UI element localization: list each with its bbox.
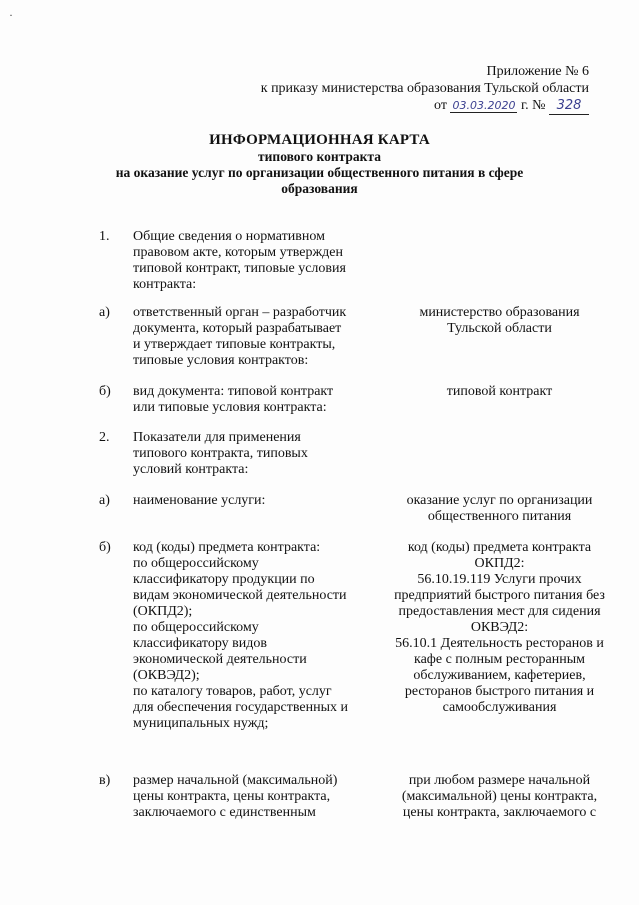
row-answer-line: (максимальной) цены контракта,	[401, 789, 598, 804]
row-question-line: документа, который разрабатывает	[133, 321, 342, 336]
title-line-2: типового контракта	[258, 149, 381, 164]
row-question-line: или типовые условия контракта:	[133, 400, 327, 415]
row-answer-line: кафе с полным ресторанным	[413, 652, 586, 667]
title-main: ИНФОРМАЦИОННАЯ КАРТА	[209, 132, 430, 148]
row-question-line: классификатору продукции по	[133, 572, 315, 587]
row-number: 1.	[99, 229, 110, 244]
row-number: а)	[99, 493, 110, 508]
scan-mark: ·	[9, 8, 13, 22]
row-answer-line: обслуживанием, кафетериев,	[413, 668, 586, 683]
row-question-line: правовом акте, которым утвержден	[133, 245, 343, 260]
row-answer-line: код (коды) предмета контракта	[407, 540, 592, 555]
appendix-number: Приложение № 6	[486, 64, 589, 79]
appendix-header	[261, 63, 589, 115]
date-prefix: от	[434, 98, 447, 113]
row-question-line: по общероссийскому	[133, 556, 259, 571]
row-question-line: заключаемого с единственным	[133, 805, 316, 820]
row-question-line: наименование услуги:	[133, 493, 266, 508]
row-question	[133, 384, 373, 416]
row-answer-line: предоставления мест для сидения	[398, 604, 601, 619]
title-line-4: образования	[281, 181, 358, 196]
row-question-line: типовой контракт, типовые условия	[133, 261, 346, 276]
row-question-line: по каталогу товаров, работ, услуг	[133, 684, 332, 699]
row-number: б)	[99, 540, 111, 555]
row-question-line: и утверждает типовые контракты,	[133, 337, 336, 352]
row-question-line: размер начальной (максимальной)	[133, 773, 338, 788]
row-number: а)	[99, 305, 110, 320]
row-answer-line: предприятий быстрого питания без	[394, 588, 605, 603]
row-answer-line: министерство образования	[419, 305, 580, 320]
handwritten-date: 03.03.2020	[452, 99, 516, 112]
order-reference: к приказу министерства образования Тульской области	[260, 81, 589, 96]
title-line-3: на оказание услуг по организации общественного питания в сфере	[115, 165, 524, 180]
row-question	[133, 540, 373, 732]
row-question-line: классификатору видов	[133, 636, 268, 651]
row-question	[133, 305, 373, 369]
row-answer	[383, 773, 616, 821]
row-answer	[383, 540, 616, 716]
row-question-line: Общие сведения о нормативном	[133, 229, 325, 244]
row-question-line: типового контракта, типовых	[133, 446, 308, 461]
row-answer	[383, 384, 616, 400]
row-question-line: видам экономической деятельности	[133, 588, 347, 603]
row-answer-line: Тульской области	[447, 321, 552, 336]
row-question-line: экономической деятельности	[133, 652, 307, 667]
row-answer-line: типовой контракт	[446, 384, 553, 399]
row-question-line: (ОКВЭД2);	[133, 668, 200, 683]
order-date-line	[261, 97, 589, 115]
row-question-line: по общероссийскому	[133, 620, 259, 635]
row-answer-line: 56.10.19.119 Услуги прочих	[417, 572, 582, 587]
year-suffix: г. №	[520, 98, 546, 113]
row-question	[133, 493, 373, 509]
row-question-line: вид документа: типовой контракт	[133, 384, 334, 399]
row-question-line: (ОКПД2);	[133, 604, 193, 619]
row-answer-line: самообслуживания	[442, 700, 557, 715]
row-question-line: типовые условия контрактов:	[133, 353, 309, 368]
row-question-line: ответственный орган – разработчик	[133, 305, 347, 320]
row-answer-line: при любом размере начальной	[408, 773, 591, 788]
row-question-line: цены контракта, цены контракта,	[133, 789, 331, 804]
row-question-line: условий контракта:	[133, 462, 249, 477]
row-question-line: Показатели для применения	[133, 430, 301, 445]
row-question	[133, 430, 373, 478]
row-answer-line: ОКПД2:	[474, 556, 525, 571]
row-question	[133, 773, 373, 821]
row-answer-line: оказание услуг по организации	[406, 493, 593, 508]
row-number: в)	[99, 773, 111, 788]
row-answer-line: цены контракта, заключаемого с	[402, 805, 597, 820]
document-title	[0, 131, 639, 197]
row-answer	[383, 305, 616, 337]
row-answer-line: ОКВЭД2:	[470, 620, 529, 635]
row-question	[133, 229, 373, 293]
row-answer-line: 56.10.1 Деятельность ресторанов и	[395, 636, 604, 651]
row-question-line: код (коды) предмета контракта:	[133, 540, 321, 555]
handwritten-order-number: 328	[549, 97, 589, 115]
row-answer-line: общественного питания	[427, 509, 572, 524]
row-question-line: контракта:	[133, 277, 197, 292]
row-answer-line: ресторанов быстрого питания и	[404, 684, 595, 699]
row-number: 2.	[99, 430, 110, 445]
row-question-line: муниципальных нужд;	[133, 716, 269, 731]
row-question-line: для обеспечения государственных и	[133, 700, 348, 715]
row-answer	[383, 493, 616, 525]
row-number: б)	[99, 384, 111, 399]
